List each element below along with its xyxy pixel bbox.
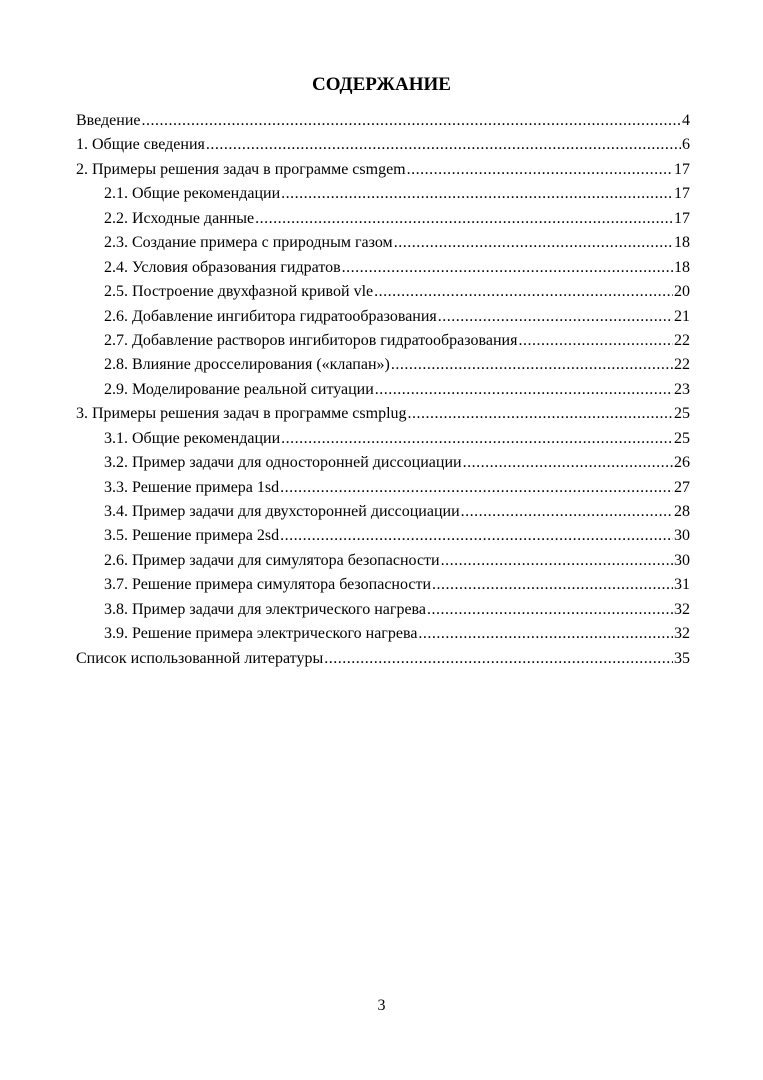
toc-entry-page: 17 (674, 185, 690, 203)
toc-entry-page: 32 (674, 625, 690, 643)
toc-leader-dots (394, 232, 673, 254)
toc-entry (76, 525, 690, 549)
toc-entry (76, 306, 690, 330)
toc-leader-dots (441, 550, 673, 572)
toc-entry-label: 1. Общие сведения (76, 136, 205, 154)
toc-entry-label: 3.3. Решение примера 1sd (104, 478, 280, 496)
toc-entry-label: 2.3. Создание примера с природным газом (104, 234, 393, 252)
toc-entry-label: 3.5. Решение примера 2sd (104, 527, 280, 545)
toc-entry (76, 354, 690, 378)
toc-entry-page: 30 (674, 551, 690, 569)
toc-entry-label: 2.6. Добавление ингибитора гидратообразования (104, 307, 437, 325)
toc-leader-dots (324, 648, 673, 670)
toc-entry (76, 477, 690, 501)
toc-entry (76, 330, 690, 354)
toc-leader-dots (342, 257, 673, 279)
toc-leader-dots (280, 525, 673, 547)
toc-entry-label: 3.2. Пример задачи для односторонней диссоциации (104, 454, 462, 472)
toc-entry (76, 428, 690, 452)
toc-entry-page: 28 (674, 503, 690, 520)
toc-entry (76, 134, 690, 158)
toc-entry (76, 208, 690, 232)
toc-leader-dots (427, 599, 673, 621)
toc-entry (76, 501, 690, 525)
toc-entry-label: 2.6. Пример задачи для симулятора безопасности (104, 551, 440, 569)
toc-entry (76, 403, 690, 427)
toc-entry-label: Введение (76, 112, 141, 129)
toc-leader-dots (518, 330, 673, 352)
toc-entry (76, 232, 690, 256)
toc-leader-dots (206, 134, 681, 156)
toc-entry (76, 379, 690, 403)
toc-leader-dots (418, 623, 673, 645)
toc-leader-dots (255, 208, 673, 230)
toc-entry-label: 2. Примеры решения задач в программе csmgem (76, 160, 406, 178)
toc-leader-dots (374, 281, 673, 303)
toc-entry-page: 22 (674, 331, 690, 349)
toc-entry (76, 452, 690, 476)
toc-entry-label: 3.7. Решение примера симулятора безопасности (104, 576, 432, 594)
toc-entry-label: 3.9. Решение примера электрического нагрева (104, 625, 418, 643)
toc-entry-page: 25 (674, 405, 690, 423)
toc-entry (76, 550, 690, 574)
toc-leader-dots (142, 110, 682, 132)
toc-entry (76, 599, 690, 623)
toc-entry-page: 18 (674, 234, 690, 252)
toc-entry-label: 3.8. Пример задачи для электрического нагрева (104, 600, 426, 618)
toc-leader-dots (391, 354, 673, 376)
toc-entry-page: 30 (674, 527, 690, 545)
toc-entry-label: 2.2. Исходные данные (104, 209, 255, 227)
toc-entry-page: 27 (674, 478, 690, 496)
toc-entry-page: 4 (682, 112, 690, 129)
toc-entry-page: 6 (682, 136, 690, 154)
toc-entry-label: 3.1. Общие рекомендации (104, 429, 281, 447)
toc-entry-label: 2.7. Добавление растворов ингибиторов гидратообразования (104, 331, 518, 349)
toc-entry (76, 574, 690, 598)
toc-entry-page: 35 (674, 649, 690, 667)
toc-entry-page: 26 (674, 454, 690, 472)
page-title: СОДЕРЖАНИЕ (312, 74, 451, 95)
toc-leader-dots (281, 428, 673, 450)
toc-entry-label: 2.5. Построение двухфазной кривой vle (104, 283, 374, 301)
toc-entry (76, 281, 690, 305)
toc-entry-label: Список использованной литературы (76, 649, 324, 667)
toc-leader-dots (280, 477, 673, 499)
toc-leader-dots (281, 183, 673, 205)
toc-entry (76, 110, 690, 134)
toc-entry-page: 17 (674, 160, 690, 178)
toc-entry (76, 623, 690, 647)
toc-entry-label: 2.4. Условия образования гидратов (104, 258, 341, 276)
toc-leader-dots (463, 452, 673, 474)
toc-leader-dots (375, 379, 673, 401)
toc-entry (76, 159, 690, 183)
toc-entry-page: 25 (674, 429, 690, 447)
toc-entry-page: 32 (674, 600, 690, 618)
toc-entry-page: 17 (674, 209, 690, 227)
toc-entry-label: 3. Примеры решения задач в программе csmplug (76, 405, 407, 423)
toc-entry (76, 648, 690, 672)
toc-entry-page: 20 (674, 283, 690, 301)
toc-entry-page: 23 (674, 380, 690, 398)
toc-entry-label: 2.1. Общие рекомендации (104, 185, 281, 203)
toc-entry-label: 2.9. Моделирование реальной ситуации (104, 380, 374, 398)
table-of-contents (76, 110, 690, 672)
toc-entry-label: 2.8. Влияние дросселирования («клапан») (104, 356, 390, 374)
toc-leader-dots (432, 574, 673, 596)
toc-leader-dots (408, 403, 673, 425)
toc-leader-dots (438, 306, 673, 328)
toc-entry-label: 3.4. Пример задачи для двухсторонней диссоциации (104, 503, 460, 520)
toc-leader-dots (407, 159, 673, 181)
toc-entry-page: 22 (674, 356, 690, 374)
toc-entry-page: 21 (674, 307, 690, 325)
toc-entry (76, 257, 690, 281)
toc-entry (76, 183, 690, 207)
page-number: 3 (377, 997, 386, 1014)
toc-entry-page: 18 (674, 258, 690, 276)
toc-leader-dots (461, 501, 673, 523)
toc-entry-page: 31 (674, 576, 690, 594)
